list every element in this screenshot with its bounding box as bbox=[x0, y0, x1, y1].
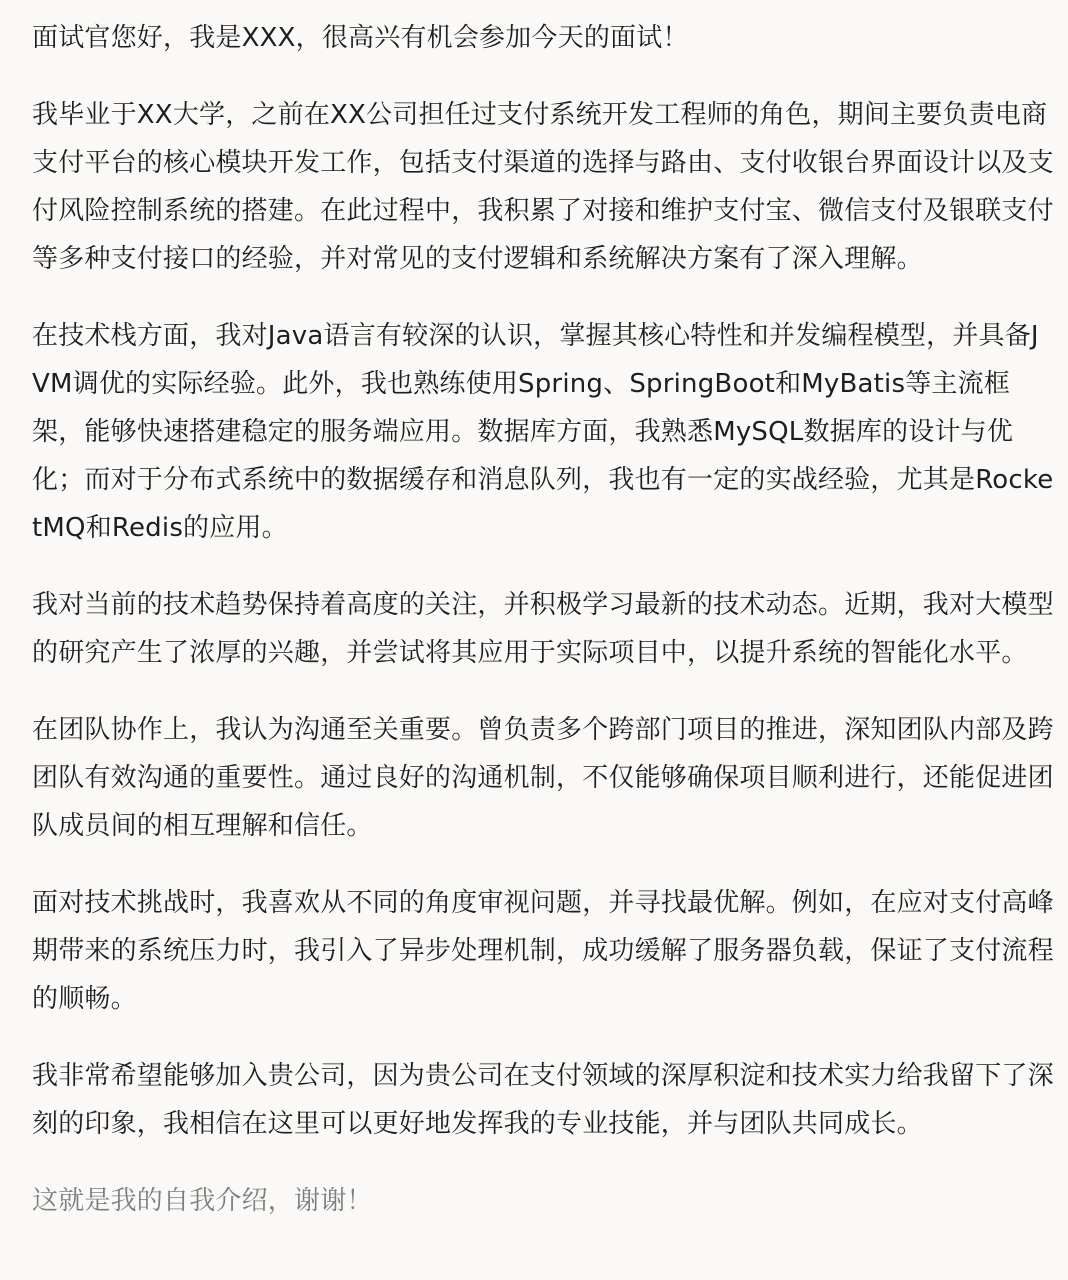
problem-solving-paragraph: 面对技术挑战时，我喜欢从不同的角度审视问题，并寻找最优解。例如，在应对支付高峰期带来的系统压力时，我引入了异步处理机制，成功缓解了服务器负载，保证了支付流程的顺畅。 bbox=[32, 888, 1054, 1014]
tech-trends-paragraph: 我对当前的技术趋势保持着高度的关注，并积极学习最新的技术动态。近期，我对大模型的研究产生了浓厚的兴趣，并尝试将其应用于实际项目中，以提升系统的智能化水平。 bbox=[32, 590, 1054, 668]
tech-stack-paragraph: 在技术栈方面，我对Java语言有较深的认识，掌握其核心特性和并发编程模型，并具备JVM调优的实际经验。此外，我也熟练使用Spring、SpringBoot和MyBatis等主流框架，能够快速搭建稳定的服务端应用。数据库方面，我熟悉MySQL数据库的设计与优化；而对于分布式系统中的数据缓存和消息队列，我也有一定的实战经验，尤其是RocketMQ和Redis的应用。 bbox=[32, 321, 1054, 543]
greeting-paragraph: 面试官您好，我是XXX，很高兴有机会参加今天的面试！ bbox=[32, 23, 689, 53]
motivation-paragraph: 我非常希望能够加入贵公司，因为贵公司在支付领域的深厚积淀和技术实力给我留下了深刻的印象，我相信在这里可以更好地发挥我的专业技能，并与团队共同成长。 bbox=[32, 1061, 1054, 1139]
closing-paragraph: 这就是我的自我介绍，谢谢！ bbox=[32, 1186, 373, 1216]
background-paragraph: 我毕业于XX大学，之前在XX公司担任过支付系统开发工程师的角色，期间主要负责电商支付平台的核心模块开发工作，包括支付渠道的选择与路由、支付收银台界面设计以及支付风险控制系统的搭建。在此过程中，我积累了对接和维护支付宝、微信支付及银联支付等多种支付接口的经验，并对常见的支付逻辑和系统解决方案有了深入理解。 bbox=[32, 100, 1054, 274]
teamwork-paragraph: 在团队协作上，我认为沟通至关重要。曾负责多个跨部门项目的推进，深知团队内部及跨团队有效沟通的重要性。通过良好的沟通机制，不仅能够确保项目顺利进行，还能促进团队成员间的相互理解和信任。 bbox=[32, 715, 1054, 841]
